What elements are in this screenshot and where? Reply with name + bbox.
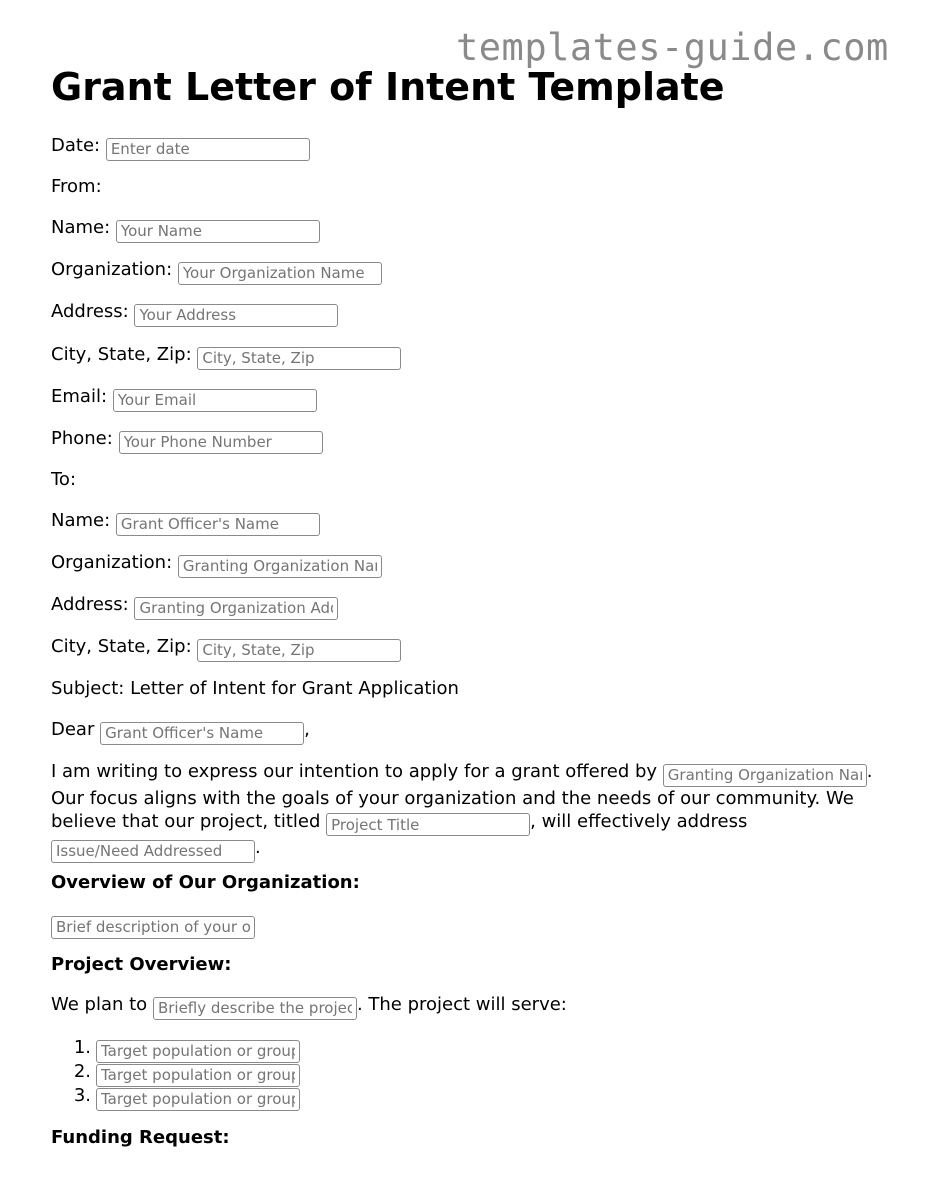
date-row <box>51 134 310 161</box>
recipient-city-row <box>51 635 401 662</box>
sender-phone-input[interactable] <box>119 431 323 454</box>
salutation-dear: Dear <box>51 719 95 740</box>
sender-organization-input[interactable] <box>178 262 382 285</box>
sender-address-row <box>51 300 338 327</box>
recipient-address-label: Address: <box>51 594 129 615</box>
project-plan-text-2: . The project will serve: <box>356 994 567 1015</box>
sender-city-row <box>51 343 401 370</box>
sender-city-input[interactable] <box>197 347 401 370</box>
sender-name-label: Name: <box>51 217 111 238</box>
sender-address-input[interactable] <box>134 304 338 327</box>
sender-email-row <box>51 385 317 412</box>
sender-email-label: Email: <box>51 386 108 407</box>
recipient-city-input[interactable] <box>197 639 401 662</box>
recipient-city-label: City, State, Zip: <box>51 636 192 657</box>
sender-phone-row <box>51 427 323 454</box>
date-label: Date: <box>51 135 101 156</box>
watermark: templates-guide.com <box>456 26 889 69</box>
sender-organization-label: Organization: <box>51 259 173 280</box>
intro-text-3: , will effectively address <box>530 810 748 832</box>
recipient-address-row <box>51 593 338 620</box>
intro-paragraph <box>51 760 901 863</box>
intro-text-2: . Our focus aligns with the goals of your organization and the needs of our community. We believe that our project, titled <box>51 761 873 832</box>
recipient-organization-row <box>51 551 382 578</box>
recipient-address-input[interactable] <box>134 597 338 620</box>
recipient-name-row <box>51 509 320 536</box>
page-title: Grant Letter of Intent Template <box>51 65 725 109</box>
project-overview-heading: Project Overview: <box>51 954 232 975</box>
recipient-name-label: Name: <box>51 510 111 531</box>
intro-text-4: . <box>255 837 261 858</box>
org-overview-row <box>51 912 255 939</box>
sender-name-input[interactable] <box>116 220 320 243</box>
sender-address-label: Address: <box>51 301 129 322</box>
salutation-comma: , <box>304 719 310 740</box>
sender-phone-label: Phone: <box>51 428 113 449</box>
salutation-name-input[interactable] <box>100 722 304 745</box>
funding-request-heading: Funding Request: <box>51 1127 230 1148</box>
date-input[interactable] <box>106 138 310 161</box>
target-population-list <box>51 1036 300 1108</box>
salutation-row <box>51 718 310 745</box>
to-label: To: <box>51 469 77 490</box>
list-item-number: 3. <box>73 1085 91 1106</box>
list-item-number: 1. <box>73 1037 91 1058</box>
from-label: From: <box>51 176 102 197</box>
intro-text-1: I am writing to express our intention to apply for a grant offered by <box>51 761 658 782</box>
issue-input[interactable] <box>51 840 255 863</box>
org-description-input[interactable] <box>51 916 255 939</box>
subject-line: Subject: Letter of Intent for Grant Application <box>51 678 459 699</box>
project-plan-row <box>51 993 567 1020</box>
recipient-organization-input[interactable] <box>178 555 382 578</box>
org-overview-heading: Overview of Our Organization: <box>51 872 360 893</box>
list-item-number: 2. <box>73 1061 91 1082</box>
sender-city-label: City, State, Zip: <box>51 344 192 365</box>
list-item <box>51 1084 300 1108</box>
sender-name-row <box>51 216 320 243</box>
list-item <box>51 1036 300 1060</box>
recipient-organization-label: Organization: <box>51 552 173 573</box>
project-plan-text-1: We plan to <box>51 994 148 1015</box>
sender-organization-row <box>51 258 382 285</box>
sender-email-input[interactable] <box>113 389 317 412</box>
recipient-name-input[interactable] <box>116 513 320 536</box>
project-title-input[interactable] <box>326 813 530 836</box>
list-item <box>51 1060 300 1084</box>
intro-org-input[interactable] <box>663 764 867 787</box>
project-description-input[interactable] <box>153 997 357 1020</box>
target-population-input[interactable] <box>96 1088 300 1111</box>
